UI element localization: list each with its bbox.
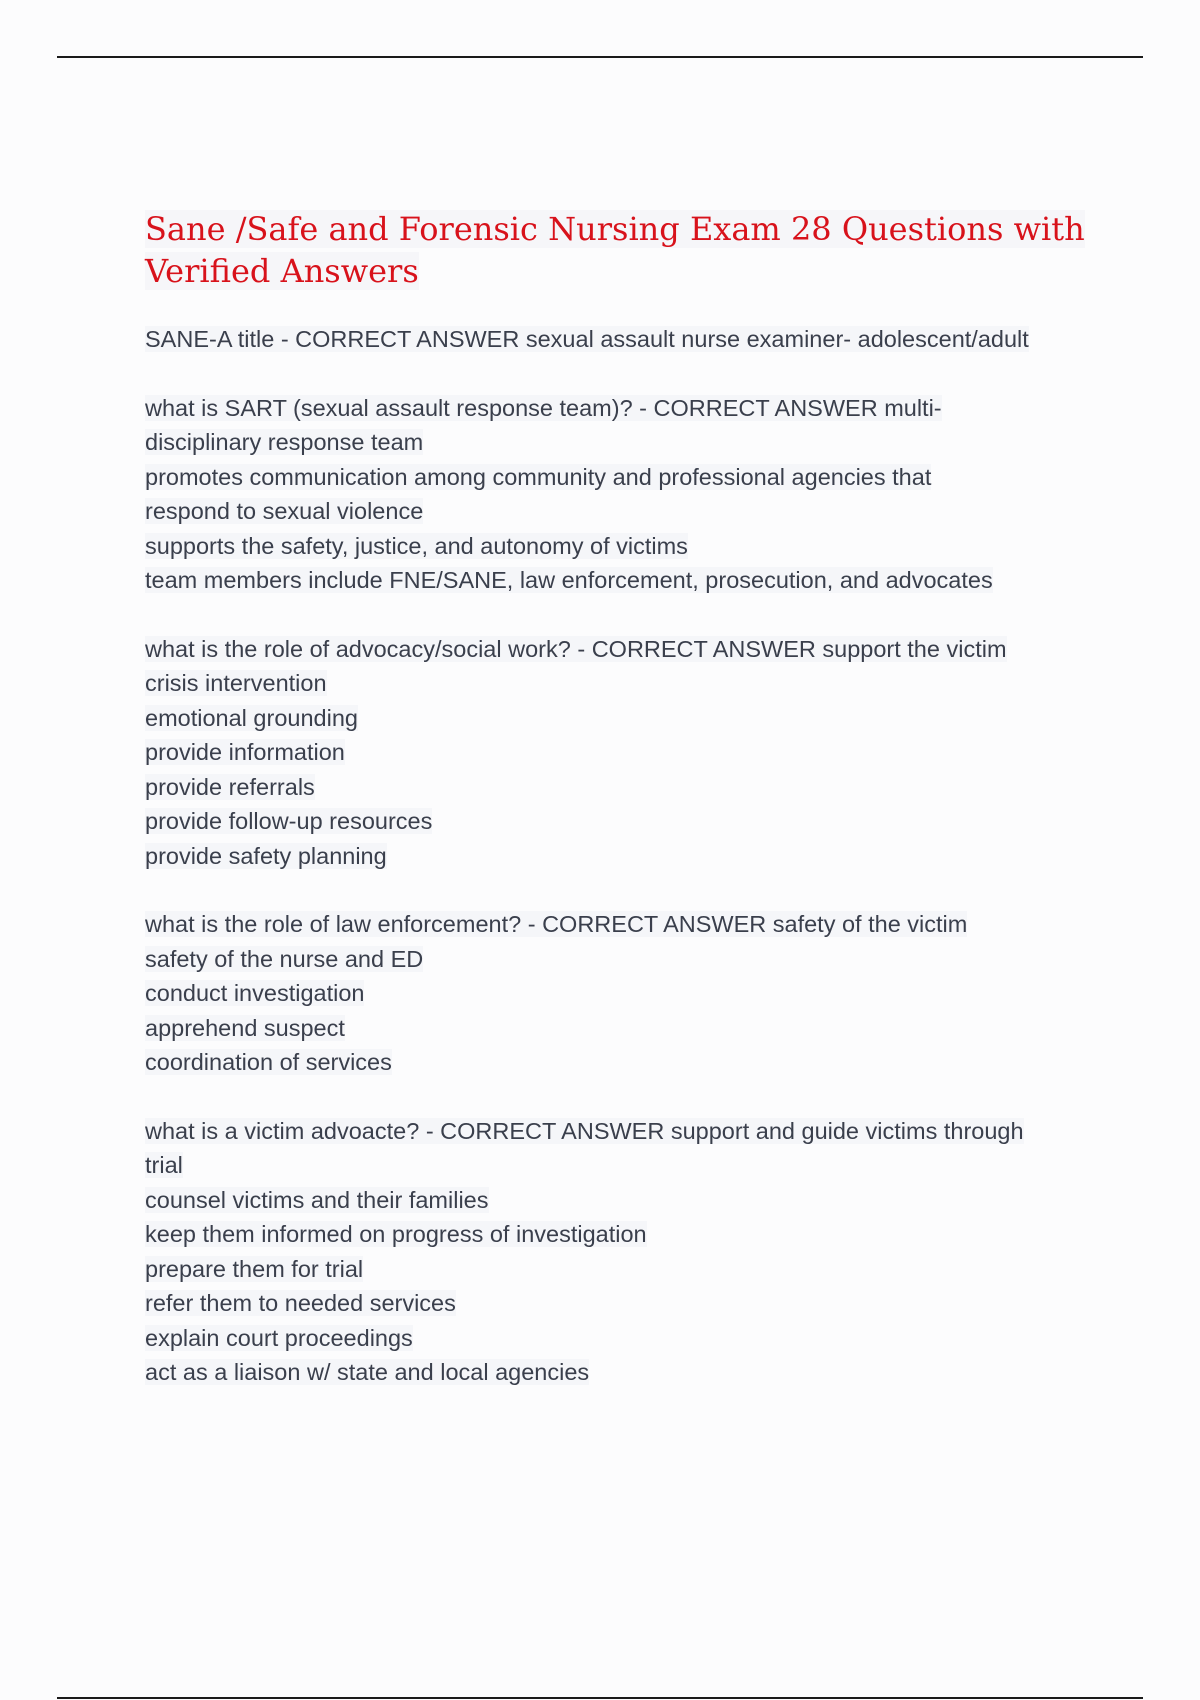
qa-answer-line <box>145 701 1095 736</box>
qa-line-text: crisis intervention <box>145 670 327 696</box>
qa-line-text: explain court proceedings <box>145 1324 413 1351</box>
top-rule <box>57 56 1143 58</box>
qa-line-text: SANE-A title - CORRECT ANSWER sexual assault nurse examiner- adolescent/adult <box>145 326 1029 352</box>
title-line: Sane /Safe and Forensic Nursing Exam 28 Questions with <box>145 210 1085 248</box>
qa-line-text: safety of the nurse and ED <box>145 945 424 972</box>
document-title <box>145 208 1095 292</box>
qa-list <box>145 322 1095 1390</box>
qa-answer-line <box>145 1252 1095 1287</box>
qa-answer-line <box>145 770 1095 805</box>
qa-line-text: act as a liaison w/ state and local agencies <box>145 1359 590 1385</box>
qa-line-text: keep them informed on progress of investigation <box>145 1221 647 1247</box>
qa-line-text: respond to sexual violence <box>145 498 424 524</box>
qa-item <box>145 632 1095 874</box>
qa-answer-line <box>145 563 1095 598</box>
qa-line-text: disciplinary response team <box>145 429 424 455</box>
qa-line-text: apprehend suspect <box>145 1014 345 1041</box>
qa-question-line <box>145 1114 1095 1149</box>
qa-line-text: team members include FNE/SANE, law enforcement, prosecution, and advocates <box>145 567 993 593</box>
qa-question-line <box>145 391 1095 426</box>
qa-answer-line <box>145 529 1095 564</box>
title-line: Verified Answers <box>145 252 419 290</box>
qa-line-text: what is SART (sexual assault response team)? - CORRECT ANSWER multi- <box>145 394 942 421</box>
qa-answer-line <box>145 1011 1095 1046</box>
qa-item <box>145 322 1095 357</box>
qa-line-text: conduct investigation <box>145 980 365 1006</box>
qa-answer-line <box>145 839 1095 874</box>
qa-line-text: provide referrals <box>145 773 315 800</box>
qa-question-line <box>145 322 1095 357</box>
qa-line-text: what is the role of advocacy/social work? - CORRECT ANSWER support the victim <box>145 635 1007 662</box>
qa-answer-line <box>145 804 1095 839</box>
qa-line-text: counsel victims and their families <box>145 1186 489 1213</box>
qa-answer-line <box>145 1321 1095 1356</box>
qa-answer-line <box>145 494 1095 529</box>
qa-line-text: what is the role of law enforcement? - CORRECT ANSWER safety of the victim <box>145 911 968 937</box>
qa-answer-line <box>145 1355 1095 1390</box>
qa-line-text: provide information <box>145 739 345 765</box>
qa-line-text: provide safety planning <box>145 842 387 869</box>
qa-item <box>145 391 1095 598</box>
qa-answer-line <box>145 666 1095 701</box>
qa-line-text: trial <box>145 1152 183 1178</box>
bottom-rule <box>57 1697 1143 1699</box>
qa-question-line <box>145 632 1095 667</box>
qa-line-text: coordination of services <box>145 1049 392 1075</box>
qa-item <box>145 907 1095 1080</box>
qa-answer-line <box>145 942 1095 977</box>
qa-answer-line <box>145 460 1095 495</box>
qa-line-text: supports the safety, justice, and autonomy of victims <box>145 532 688 559</box>
qa-line-text: provide follow-up resources <box>145 808 433 834</box>
qa-line-text: what is a victim advoacte? - CORRECT ANSWER support and guide victims through <box>145 1117 1024 1144</box>
qa-line-text: promotes communication among community and professional agencies that <box>145 463 932 490</box>
qa-line-text: emotional grounding <box>145 704 358 731</box>
qa-answer-line <box>145 976 1095 1011</box>
qa-answer-line <box>145 1148 1095 1183</box>
qa-question-line <box>145 907 1095 942</box>
qa-answer-line <box>145 425 1095 460</box>
qa-answer-line <box>145 735 1095 770</box>
qa-answer-line <box>145 1183 1095 1218</box>
qa-line-text: prepare them for trial <box>145 1255 364 1282</box>
qa-answer-line <box>145 1217 1095 1252</box>
qa-line-text: refer them to needed services <box>145 1290 456 1316</box>
qa-answer-line <box>145 1286 1095 1321</box>
document-body <box>145 208 1095 1424</box>
qa-item <box>145 1114 1095 1390</box>
qa-answer-line <box>145 1045 1095 1080</box>
